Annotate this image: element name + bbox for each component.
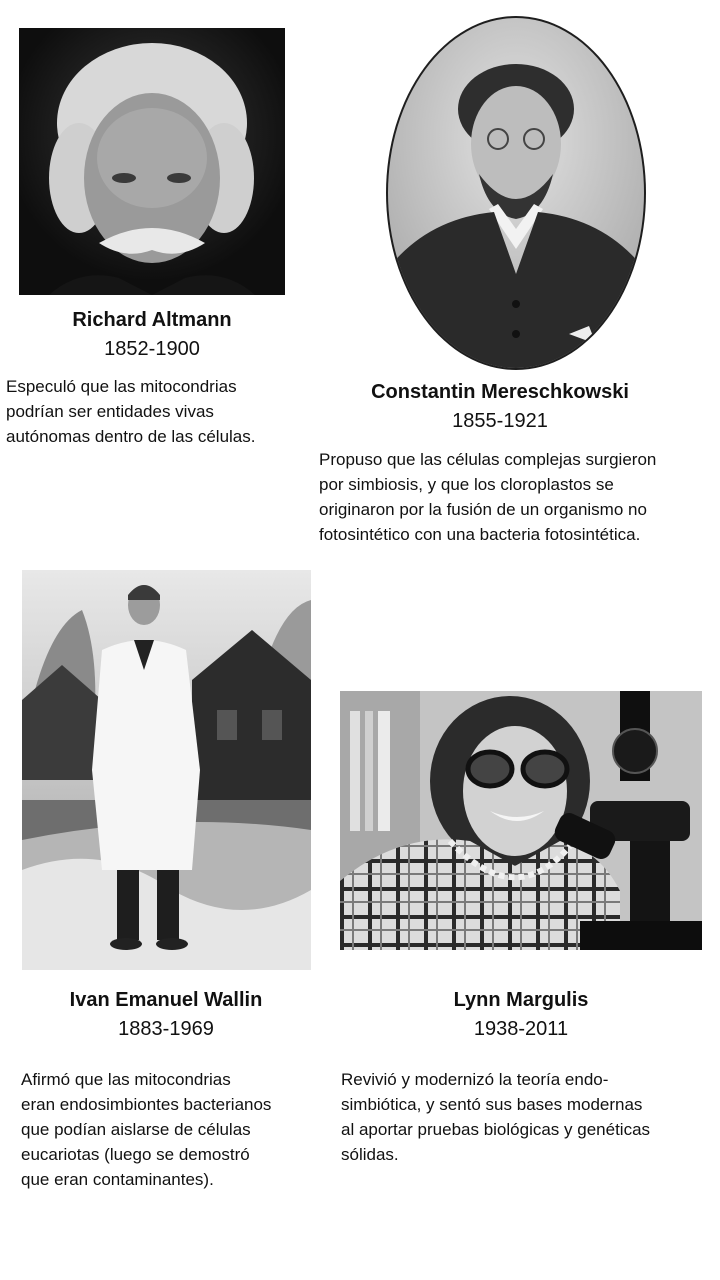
description-line: al aportar pruebas biológicas y genéticas bbox=[341, 1120, 651, 1139]
scientist-years: 1883-1969 bbox=[118, 1018, 214, 1040]
scientist-name: Lynn Margulis bbox=[453, 989, 589, 1011]
description-line: Especuló que las mitocondrias bbox=[6, 377, 237, 396]
description-line: simbiótica, y sentó sus bases modernas bbox=[341, 1095, 643, 1114]
scientist-years: 1855-1921 bbox=[452, 410, 548, 432]
portrait-lynn-margulis bbox=[340, 691, 702, 950]
scientist-name: Richard Altmann bbox=[72, 309, 232, 331]
portrait-richard-altmann bbox=[19, 28, 285, 295]
scientist-years: 1852-1900 bbox=[104, 338, 200, 360]
description-line: sólidas. bbox=[341, 1145, 399, 1164]
scientist-description bbox=[6, 374, 306, 449]
description-line: originaron por la fusión de un organismo no bbox=[319, 500, 647, 519]
description-line: Afirmó que las mitocondrias bbox=[21, 1070, 231, 1089]
portrait-constantin-mereschkowski bbox=[384, 14, 648, 372]
description-line: que eran contaminantes). bbox=[21, 1170, 214, 1189]
description-line: fotosintético con una bacteria fotosintética. bbox=[319, 525, 641, 544]
description-line: Revivió y modernizó la teoría endo- bbox=[341, 1070, 609, 1089]
scientist-name: Ivan Emanuel Wallin bbox=[69, 989, 263, 1011]
description-line: eran endosimbiontes bacterianos bbox=[21, 1095, 272, 1114]
scientist-name: Constantin Mereschkowski bbox=[371, 381, 629, 403]
scientist-years: 1938-2011 bbox=[473, 1018, 569, 1040]
scientist-description bbox=[319, 447, 714, 547]
portrait-ivan-emanuel-wallin bbox=[22, 570, 311, 970]
description-line: Propuso que las células complejas surgieron bbox=[319, 450, 657, 469]
description-line: por simbiosis, y que los cloroplastos se bbox=[319, 475, 614, 494]
scientist-description bbox=[341, 1067, 713, 1167]
description-line: eucariotas (luego se demostró bbox=[21, 1145, 250, 1164]
description-line: autónomas dentro de las células. bbox=[6, 427, 256, 446]
description-line: podrían ser entidades vivas bbox=[6, 402, 214, 421]
description-line: que podían aislarse de células bbox=[21, 1120, 251, 1139]
scientist-description bbox=[21, 1067, 321, 1192]
